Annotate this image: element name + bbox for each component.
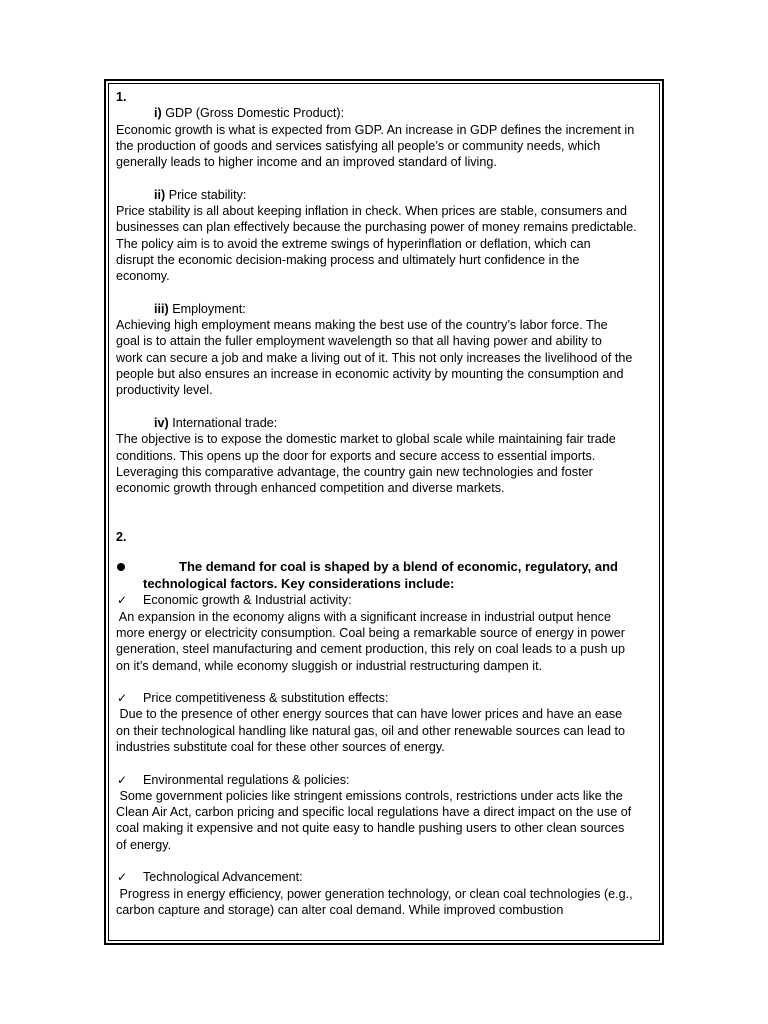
paragraph-line: generally leads to higher income and an improved standard of living. [116, 155, 497, 170]
checkmark-icon: ✓ [117, 691, 128, 706]
bullet-heading-line: technological factors. Key considerations include: [143, 575, 455, 591]
paragraph-line: Price stability is all about keeping inflation in check. When prices are stable, consumers and [116, 204, 628, 219]
factor-title: Economic growth & Industrial activity: [143, 593, 352, 608]
checkmark-icon: ✓ [117, 870, 128, 885]
paragraph-line: Progress in energy efficiency, power generation technology, or clean coal technologies (e.g., [116, 886, 633, 901]
paragraph-line: economy. [116, 269, 170, 284]
item-gdp-numeral: i) [154, 106, 162, 121]
factor-price-competitiveness [116, 690, 658, 706]
paragraph-line: Clean Air Act, carbon pricing and specific local regulations have a direct impact on the use of [116, 805, 632, 820]
section-1-number: 1. [116, 90, 127, 104]
bullet-dot-icon [117, 563, 125, 571]
paragraph-line: Economic growth is what is expected from GDP. An increase in GDP defines the increment in [116, 122, 635, 137]
checkmark-icon: ✓ [117, 772, 128, 787]
factor-economic-growth [116, 592, 658, 608]
paragraph-line: on it’s demand, while economy sluggish or industrial restructuring dampen it. [116, 658, 543, 673]
paragraph-line: the production of goods and services satisfying all people’s or community needs, which [116, 138, 601, 153]
section-2-number: 2. [116, 530, 127, 545]
paragraph-line: more energy or electricity consumption. Coal being a remarkable source of energy in power [116, 625, 625, 640]
paragraph-line: productivity level. [116, 383, 213, 398]
document-content [116, 89, 658, 927]
paragraph-line: of energy. [116, 837, 172, 852]
item-price-stability-heading [116, 187, 658, 203]
bullet-heading-line: The demand for coal is shaped by a blend of economic, regulatory, and [179, 559, 618, 575]
bullet-heading [116, 559, 658, 592]
paragraph-line: businesses can plan effectively because the purchasing power of money remains predictable. [116, 220, 637, 235]
paragraph-line: Due to the presence of other energy sources that can have lower prices and have an ease [116, 707, 623, 722]
item-international-trade-title: International trade: [172, 415, 278, 430]
paragraph-line: industries substitute coal for these other sources of energy. [116, 739, 445, 754]
checkmark-icon: ✓ [117, 593, 128, 608]
paragraph-line: on their technological handling like natural gas, oil and other renewable sources can lead to [116, 723, 625, 738]
item-price-stability-numeral: ii) [154, 187, 166, 202]
item-employment-heading [116, 301, 658, 317]
paragraph-line: generation, steel manufacturing and cement production, this rely on coal leads to a push up [116, 642, 625, 657]
item-employment-numeral: iii) [154, 301, 169, 316]
paragraph-line: economic growth through enhanced competition and diverse markets. [116, 481, 505, 496]
item-international-trade-heading [116, 415, 658, 431]
paragraph-line: Leveraging this comparative advantage, the country gain new technologies and foster [116, 464, 593, 479]
paragraph-line: Some government policies like stringent emissions controls, restrictions under acts like the [116, 788, 623, 803]
factor-title: Environmental regulations & policies: [143, 772, 350, 787]
paragraph-line: An expansion in the economy aligns with a significant increase in industrial output hence [116, 609, 611, 624]
factor-technological-advancement [116, 869, 658, 885]
paragraph-line: disrupt the economic decision-making process and ultimately hurt confidence in the [116, 252, 580, 267]
paragraph-line: goal is to attain the fuller employment wavelength so that all having power and ability to [116, 334, 602, 349]
factor-title: Price competitiveness & substitution effects: [143, 691, 389, 706]
factor-environmental-regulations [116, 772, 658, 788]
paragraph-line: carbon capture and storage) can alter coal demand. While improved combustion [116, 902, 564, 917]
paragraph-line: The objective is to expose the domestic market to global scale while maintaining fair trade [116, 432, 616, 447]
paragraph-line: conditions. This opens up the door for exports and secure access to essential imports. [116, 448, 596, 463]
item-gdp-title: GDP (Gross Domestic Product): [165, 106, 345, 121]
item-employment-title: Employment: [172, 301, 246, 316]
paragraph-line: coal making it expensive and not quite easy to handle pushing users to other clean sources [116, 821, 625, 836]
paragraph-line: Achieving high employment means making the best use of the country’s labor force. The [116, 318, 608, 333]
paragraph-line: The policy aim is to avoid the extreme swings of hyperinflation or deflation, which can [116, 236, 591, 251]
item-price-stability-title: Price stability: [168, 187, 247, 202]
item-gdp-heading [116, 105, 658, 121]
paragraph-line: people but also ensures an increase in economic activity by mounting the consumption and [116, 367, 624, 382]
paragraph-line: work can secure a job and make a living out of it. This not only increases the livelihood of the [116, 350, 633, 365]
factor-title: Technological Advancement: [143, 870, 303, 885]
item-international-trade-numeral: iv) [154, 415, 169, 430]
